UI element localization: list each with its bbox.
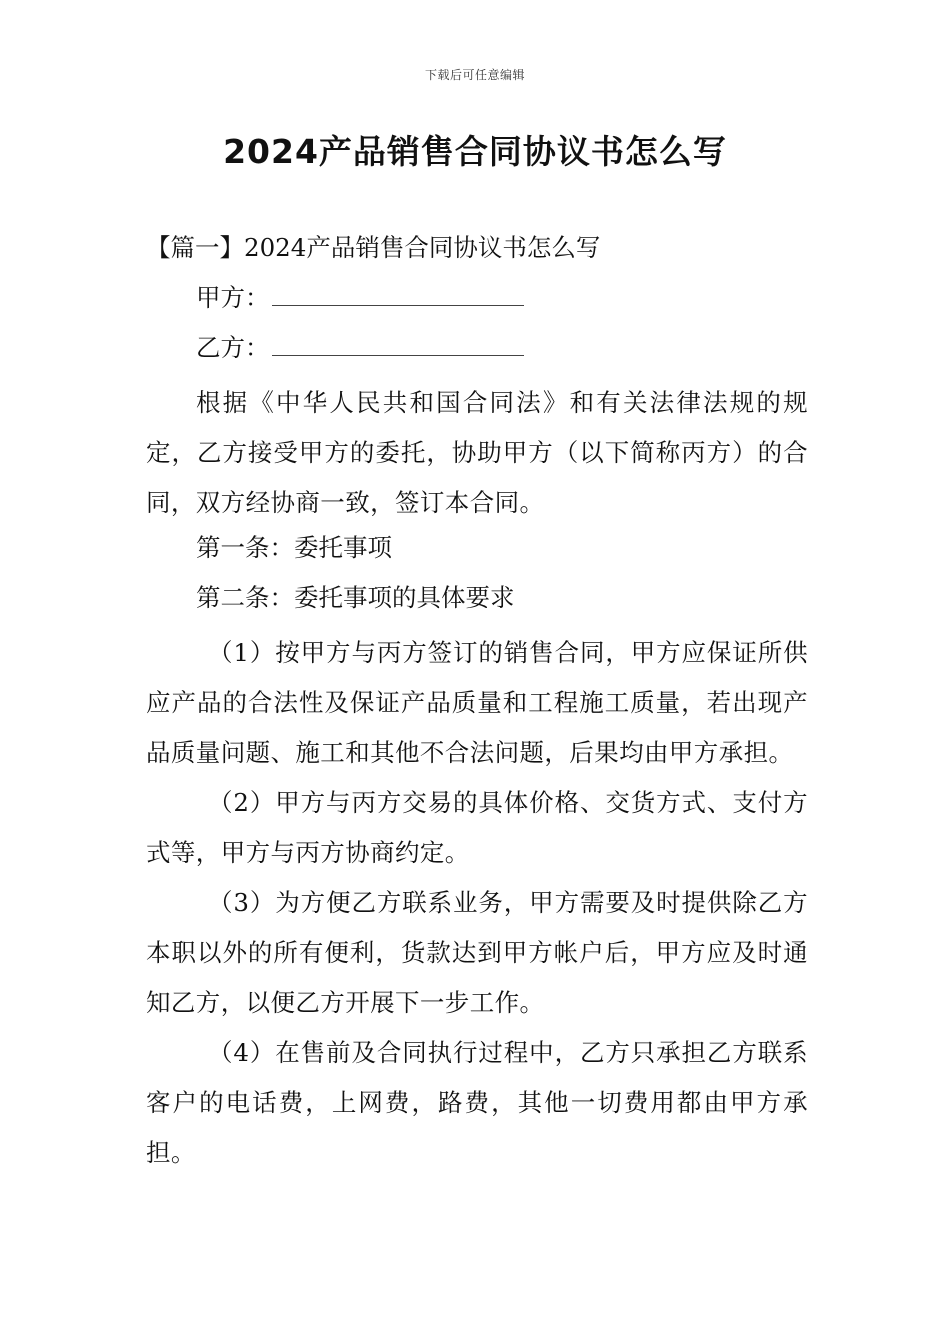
party-b-label: 乙方： xyxy=(196,333,270,362)
requirement-item-1: （1）按甲方与丙方签订的销售合同，甲方应保证所供应产品的合法性及保证产品质量和工程施工质量，若出现产品质量问题、施工和其他不合法问题，后果均由甲方承担。 xyxy=(146,638,808,767)
article-2: 第二条：委托事项的具体要求 xyxy=(196,583,515,612)
requirement-item-3: （3）为方便乙方联系业务，甲方需要及时提供除乙方本职以外的所有便利，货款达到甲方帐户后，甲方应及时通知乙方，以便乙方开展下一步工作。 xyxy=(146,888,808,1017)
party-a-blank xyxy=(272,287,524,306)
section-heading: 【篇一】2024产品销售合同协议书怎么写 xyxy=(146,233,601,262)
party-b-blank xyxy=(272,337,524,356)
document-body xyxy=(146,228,808,1178)
article-1: 第一条：委托事项 xyxy=(196,533,392,562)
requirement-item-4: （4）在售前及合同执行过程中，乙方只承担乙方联系客户的电话费，上网费，路费，其他一切费用都由甲方承担。 xyxy=(146,1038,808,1167)
document-title: 2024产品销售合同协议书怎么写 xyxy=(223,132,727,171)
requirement-item-2: （2）甲方与丙方交易的具体价格、交货方式、支付方式等，甲方与丙方协商约定。 xyxy=(146,788,808,867)
intro-paragraph: 根据《中华人民共和国合同法》和有关法律法规的规定，乙方接受甲方的委托，协助甲方（以下简称丙方）的合同，双方经协商一致，签订本合同。 xyxy=(146,388,808,517)
party-a-label: 甲方： xyxy=(196,283,270,312)
header-note: 下载后可任意编辑 xyxy=(424,68,525,82)
party-b-line xyxy=(146,328,808,378)
party-a-line xyxy=(146,278,808,328)
